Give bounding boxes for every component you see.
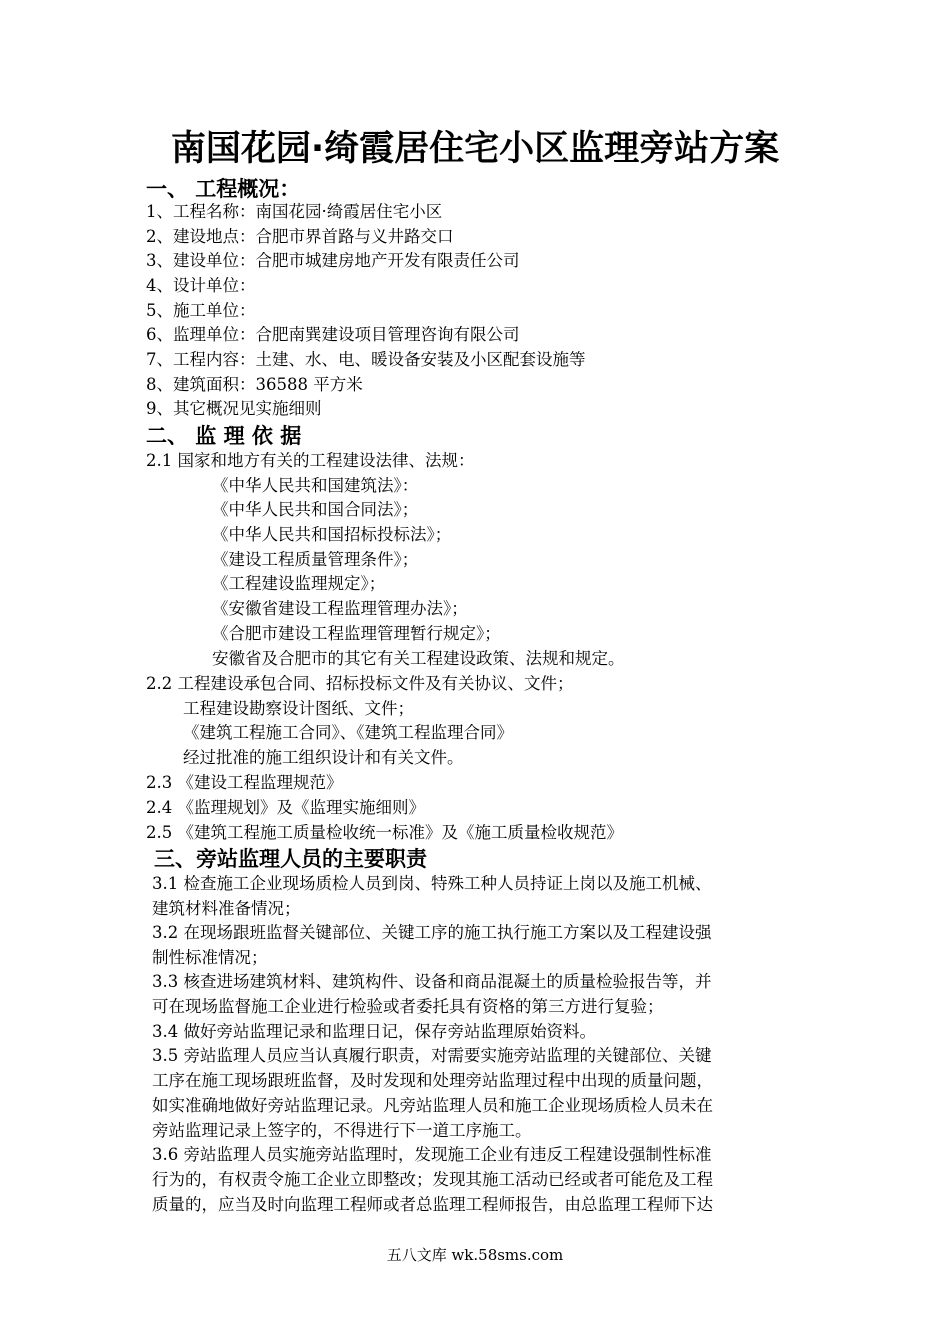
law-item: 《建设工程质量管理条件》；: [212, 550, 419, 569]
page-title: 南国花园·绮霞居住宅小区监理旁站方案: [170, 129, 780, 169]
duty-line: 3.4 做好旁站监理记录和监理日记，保存旁站监理原始资料。: [152, 1022, 596, 1041]
overview-item: 2、建设地点：合肥市界首路与义井路交口: [146, 227, 454, 246]
law-item: 安徽省及合肥市的其它有关工程建设政策、法规和规定。: [212, 649, 625, 668]
duty-line: 3.1 检查施工企业现场质检人员到岗、特殊工种人员持证上岗以及施工机械、: [152, 874, 712, 893]
basis-2-4: 2.4 《监理规划》及《监理实施细则》: [146, 798, 425, 817]
basis-2-3: 2.3 《建设工程监理规范》: [146, 773, 343, 792]
basis-2-2-c: 经过批准的施工组织设计和有关文件。: [183, 748, 464, 767]
footer-watermark-text: 五八文库 wk.58sms.com: [386, 1246, 564, 1264]
overview-item: 1、工程名称：南国花园·绮霞居住宅小区: [146, 202, 443, 221]
duty-line: 3.2 在现场跟班监督关键部位、关键工序的施工执行施工方案以及工程建设强: [152, 923, 712, 942]
section-heading-duties: 三、旁站监理人员的主要职责: [154, 847, 427, 871]
overview-item: 6、监理单位：合肥南巽建设项目管理咨询有限公司: [146, 325, 520, 344]
basis-2-2-b: 《建筑工程施工合同》、《建筑工程监理合同》: [183, 723, 513, 742]
overview-item: 3、建设单位：合肥市城建房地产开发有限责任公司: [146, 251, 520, 270]
duty-line: 行为的，有权责令施工企业立即整改；发现其施工活动已经或者可能危及工程: [152, 1170, 713, 1189]
overview-item: 4、设计单位：: [146, 276, 256, 295]
law-item: 《中华人民共和国招标投标法》；: [212, 525, 452, 544]
basis-2-2: 2.2 工程建设承包合同、招标投标文件及有关协议、文件；: [146, 674, 574, 693]
duty-line: 旁站监理记录上签字的，不得进行下一道工序施工。: [152, 1121, 532, 1140]
basis-2-5: 2.5 《建筑工程施工质量检收统一标准》及《施工质量检收规范》: [146, 823, 623, 842]
law-item: 《安徽省建设工程监理管理办法》；: [212, 599, 468, 618]
basis-2-1: 2.1 国家和地方有关的工程建设法律、法规：: [146, 451, 475, 470]
law-item: 《中华人民共和国合同法》；: [212, 500, 419, 519]
overview-item: 5、施工单位：: [146, 301, 256, 320]
law-item: 《中华人民共和国建筑法》：: [212, 476, 419, 495]
basis-2-2-a: 工程建设勘察设计图纸、文件；: [183, 699, 414, 718]
duty-line: 建筑材料准备情况；: [152, 899, 301, 918]
duty-line: 3.6 旁站监理人员实施旁站监理时，发现施工企业有违反工程建设强制性标准: [152, 1145, 712, 1164]
law-item: 《合肥市建设工程监理管理暂行规定》；: [212, 624, 501, 643]
section-heading-basis: 二、 监 理 依 据: [146, 424, 302, 448]
duty-line: 可在现场监督施工企业进行检验或者委托具有资格的第三方进行复验；: [152, 997, 664, 1016]
overview-item: 9、其它概况见实施细则: [146, 399, 322, 418]
section-heading-overview: 一、 工程概况：: [146, 177, 301, 201]
duty-line: 质量的，应当及时向监理工程师或者总监理工程师报告，由总监理工程师下达: [152, 1195, 713, 1214]
duty-line: 制性标准情况；: [152, 948, 268, 967]
duty-line: 3.3 核查进场建筑材料、建筑构件、设备和商品混凝土的质量检验报告等，并: [152, 972, 712, 991]
overview-item: 7、工程内容：土建、水、电、暖设备安装及小区配套设施等: [146, 350, 586, 369]
overview-item: 8、建筑面积：36588 平方米: [146, 375, 363, 394]
duty-line: 3.5 旁站监理人员应当认真履行职责，对需要实施旁站监理的关键部位、关键: [152, 1046, 712, 1065]
law-item: 《工程建设监理规定》；: [212, 574, 386, 593]
duty-line: 工序在施工现场跟班监督，及时发现和处理旁站监理过程中出现的质量问题，: [152, 1071, 713, 1090]
duty-line: 如实准确地做好旁站监理记录。凡旁站监理人员和施工企业现场质检人员未在: [152, 1096, 713, 1115]
